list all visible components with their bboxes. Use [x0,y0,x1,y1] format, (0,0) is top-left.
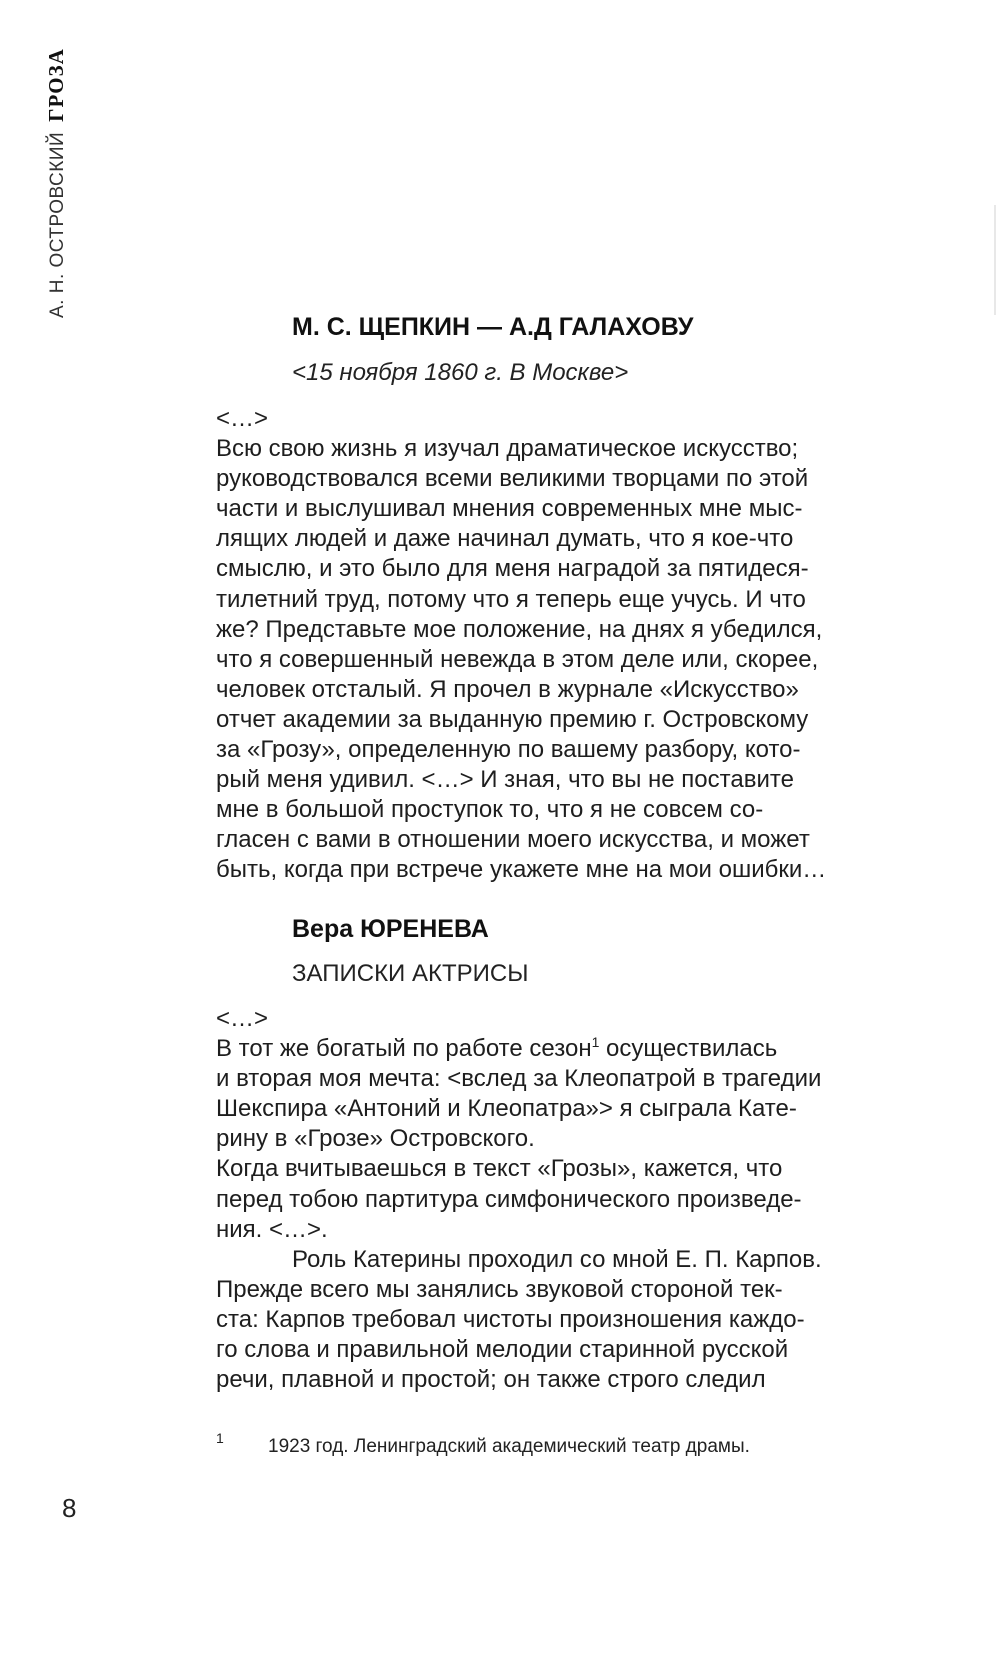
text-line: отчет академии за выданную премию г. Островскому [216,705,809,733]
text-line: ста: Карпов требовал чистоты произношения каждо- [216,1305,805,1333]
text-line: лящих людей и даже начинал думать, что я кое-что [216,525,794,553]
memoir-title: ЗАПИСКИ АКТРИСЫ [292,960,529,987]
text-line: речи, плавной и простой; он также строго следил [216,1366,766,1394]
text-line: и вторая моя мечта: <вслед за Клеопатрой в трагедии [216,1065,822,1093]
letter-heading: М. С. ЩЕПКИН — А.Д ГАЛАХОВУ [292,313,694,341]
memoir-text [216,1004,856,1395]
text-fragment: В тот же богатый по работе сезон [216,1035,592,1063]
running-head-work: ГРОЗА [44,48,68,122]
text-line: <…> [216,1005,269,1032]
text-line: Шекспира «Антоний и Клеопатра»> я сыграла Кате- [216,1095,797,1123]
page-number: 8 [62,1493,77,1523]
text-line: человек отсталый. Я прочел в журнале «Искусство» [216,675,799,703]
letter-text [216,404,856,886]
running-head-author: А. Н. ОСТРОВСКИЙ [47,131,68,318]
text-line: же? Представьте мое положение, на днях я убедился, [216,615,823,643]
text-fragment: осуществилась [599,1035,778,1063]
text-line: руководствовался всеми великими творцами по этой [216,465,809,493]
footnote-reference: 1 [591,1034,600,1051]
text-line: быть, когда при встрече укажете мне на мои ошибки… [216,856,827,884]
text-line: рый меня удивил. <…> И зная, что вы не поставите [216,766,794,794]
text-line: за «Грозу», определенную по вашему разбору, кото- [216,736,801,764]
text-line: что я совершенный невежда в этом деле или, скорее, [216,645,819,673]
text-line: мне в большой проступок то, что я не совсем со- [216,796,764,824]
running-head [44,48,69,318]
text-line: части и выслушивал мнения современных мне мыс- [216,495,803,523]
text-line: гласен с вами в отношении моего искусства, и может [216,826,810,854]
text-line: <…> [216,405,269,432]
text-line: смыслю, и это было для меня наградой за пятидеся- [216,555,809,583]
text-line: Прежде всего мы занялись звуковой стороной тек- [216,1275,783,1303]
letter-date: <15 ноября 1860 г. В Москве> [292,359,629,386]
text-line: Когда вчитываешься в текст «Грозы», кажется, что [216,1155,783,1183]
text-line-indented: Роль Катерины проходил со мной Е. П. Карпов. [292,1245,822,1273]
text-line: ния. <…>. [216,1215,328,1243]
footnote-mark: 1 [216,1430,224,1446]
text-line: перед тобою партитура симфонического произведе- [216,1185,802,1213]
text-line: тилетний труд, потому что я теперь еще учусь. И что [216,585,806,613]
text-line: рину в «Грозе» Островского. [216,1125,535,1153]
text-line-with-footnote [216,1034,856,1064]
page-edge-shadow [994,205,996,315]
text-line: го слова и правильной мелодии старинной русской [216,1336,789,1364]
memoir-author: Вера ЮРЕНЕВА [292,915,489,943]
text-line: Всю свою жизнь я изучал драматическое искусство; [216,435,799,463]
footnote-text: 1923 год. Ленинградский академический театр драмы. [268,1436,750,1457]
